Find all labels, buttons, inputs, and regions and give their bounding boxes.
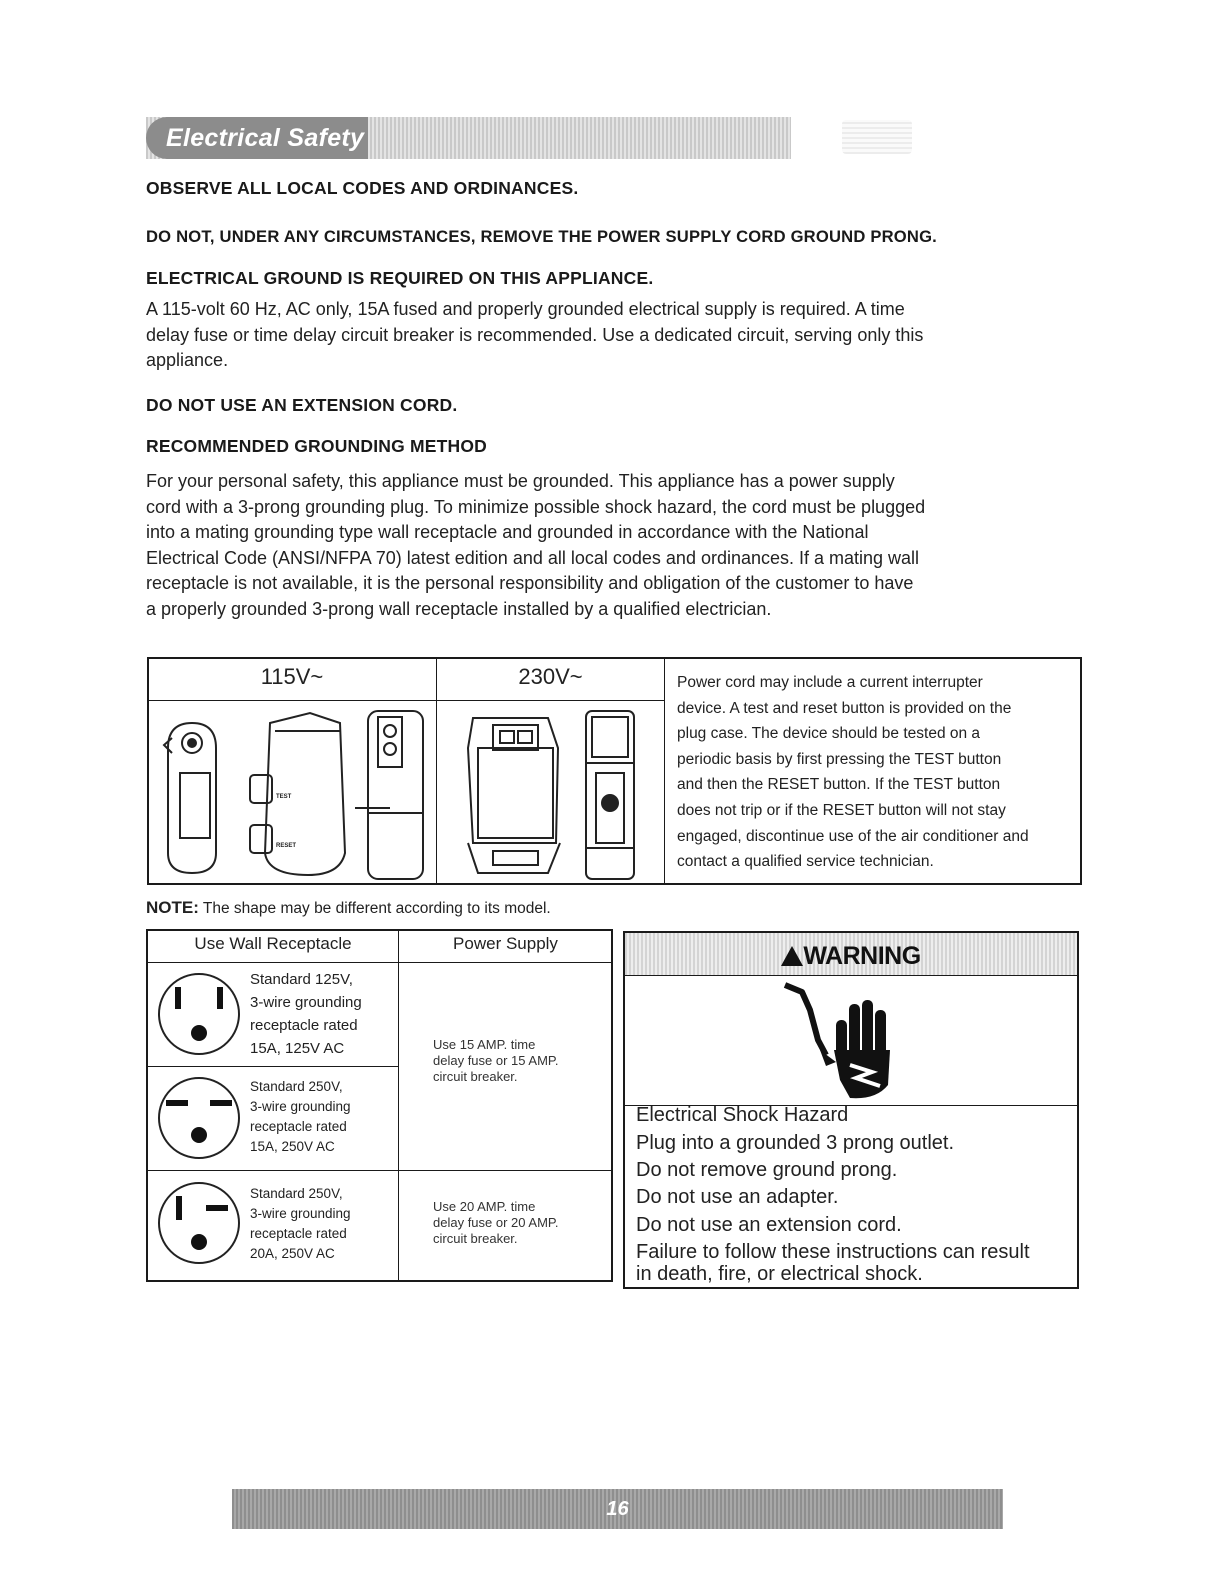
paragraph-grounding-method	[146, 469, 1081, 623]
electric-shock-hand-icon	[780, 980, 920, 1100]
receptacle-125v-15a-icon	[154, 969, 244, 1059]
description-line: device. A test and reset button is provided on the	[677, 699, 1012, 717]
receptacle-spec-3	[250, 1184, 395, 1264]
description-line: does not trip or if the RESET button will not stay	[677, 801, 1006, 819]
receptacle-250v-15a-icon	[154, 1073, 244, 1163]
spec-line: Standard 250V,	[250, 1079, 343, 1094]
table-divider	[147, 962, 612, 963]
warning-label: WARNING	[803, 942, 921, 970]
supply-line: circuit breaker.	[433, 1231, 518, 1246]
supply-15a-text	[433, 1037, 608, 1085]
spec-line: receptacle rated	[250, 1017, 358, 1034]
table-divider	[436, 658, 437, 884]
plug-230v-illustration	[438, 703, 663, 883]
supply-line: delay fuse or 20 AMP.	[433, 1215, 559, 1230]
spec-line: 15A, 125V AC	[250, 1040, 345, 1057]
paragraph-line: a properly grounded 3-prong wall receptacle installed by a qualified electrician.	[146, 598, 772, 619]
heading-grounding-method: RECOMMENDED GROUNDING METHOD	[146, 436, 488, 456]
warning-divider	[624, 975, 1078, 976]
spec-line: 3-wire grounding	[250, 1206, 351, 1221]
warning-line: Do not use an extension cord.	[636, 1214, 902, 1236]
paragraph-line: Electrical Code (ANSI/NFPA 70) latest edition and all local codes and ordinances. If a mating wall	[146, 547, 920, 568]
warning-title	[625, 933, 1077, 975]
supply-line: Use 20 AMP. time	[433, 1199, 536, 1214]
heading-ground-prong: DO NOT, UNDER ANY CIRCUMSTANCES, REMOVE THE POWER SUPPLY CORD GROUND PRONG.	[146, 227, 937, 246]
voltage-230-header: 230V~	[518, 664, 583, 689]
table-divider	[664, 658, 665, 884]
description-line: plug case. The device should be tested on a	[677, 725, 981, 743]
description-line: contact a qualified service technician.	[677, 853, 934, 871]
plug-115v-illustration	[150, 703, 435, 883]
supply-line: Use 15 AMP. time	[433, 1037, 536, 1052]
page-number: 16	[606, 1498, 629, 1520]
receptacle-spec-1	[250, 968, 395, 1060]
paragraph-line: delay fuse or time delay circuit breaker is recommended. Use a dedicated circuit, serving only this	[146, 324, 924, 345]
paragraph-line: A 115-volt 60 Hz, AC only, 15A fused and properly grounded electrical supply is required. A time	[146, 299, 905, 319]
receptacle-250v-20a-icon	[154, 1178, 244, 1268]
spec-line: receptacle rated	[250, 1226, 347, 1241]
table-divider	[148, 700, 665, 701]
spec-line: 3-wire grounding	[250, 1099, 351, 1114]
warning-line: in death, fire, or electrical shock.	[636, 1263, 923, 1285]
spec-line: 3-wire grounding	[250, 994, 362, 1011]
table-divider	[147, 1066, 399, 1067]
spec-line: 20A, 250V AC	[250, 1246, 335, 1261]
paragraph-line: For your personal safety, this appliance must be grounded. This appliance has a power supply	[146, 471, 895, 491]
warning-line: Failure to follow these instructions can result	[636, 1241, 1030, 1263]
reset-label-small: RESET	[276, 843, 297, 849]
description-line: Power cord may include a current interrupter	[677, 674, 983, 691]
receptacle-spec-2	[250, 1077, 395, 1157]
receptacle-header: Use Wall Receptacle	[194, 934, 352, 953]
description-line: and then the RESET button. If the TEST button	[677, 776, 1001, 794]
note-label: NOTE:	[146, 898, 199, 917]
model-note	[146, 898, 551, 918]
paragraph-line: appliance.	[146, 350, 229, 371]
warning-line: Do not remove ground prong.	[636, 1159, 898, 1181]
paragraph-line: receptacle is not available, it is the personal responsibility and obligation of the customer to have	[146, 573, 914, 594]
table-divider	[398, 930, 399, 1281]
spec-line: Standard 250V,	[250, 1186, 343, 1201]
warning-triangle-icon	[781, 946, 803, 966]
heading-ground-required: ELECTRICAL GROUND IS REQUIRED ON THIS APPLIANCE.	[146, 268, 654, 288]
table-divider	[147, 1170, 612, 1171]
description-line: periodic basis by first pressing the TEST button	[677, 750, 1002, 768]
power-supply-header: Power Supply	[453, 934, 558, 953]
warning-line: Plug into a grounded 3 prong outlet.	[636, 1132, 955, 1154]
test-label-small: TEST	[276, 794, 292, 800]
heading-codes: OBSERVE ALL LOCAL CODES AND ORDINANCES.	[146, 178, 579, 198]
banner-decoration	[842, 120, 912, 154]
note-text: The shape may be different according to its model.	[202, 900, 551, 917]
voltage-115-header: 115V~	[260, 664, 324, 689]
warning-line: Do not use an adapter.	[636, 1186, 839, 1208]
current-interrupter-description	[677, 670, 1077, 875]
spec-line: Standard 125V,	[250, 971, 353, 988]
supply-20a-text	[433, 1199, 608, 1247]
paragraph-line: into a mating grounding type wall receptacle and grounded in accordance with the National	[146, 522, 869, 543]
paragraph-line: cord with a 3-prong grounding plug. To minimize possible shock hazard, the cord must be plugged	[146, 496, 926, 517]
spec-line: receptacle rated	[250, 1119, 347, 1134]
paragraph-supply	[146, 297, 1081, 374]
description-line: engaged, discontinue use of the air conditioner and	[677, 827, 1029, 845]
supply-line: circuit breaker.	[433, 1069, 518, 1084]
warning-line: Electrical Shock Hazard	[636, 1104, 849, 1126]
heading-extension-cord: DO NOT USE AN EXTENSION CORD.	[146, 395, 458, 415]
section-title: Electrical Safety	[146, 117, 368, 159]
spec-line: 15A, 250V AC	[250, 1139, 335, 1154]
supply-line: delay fuse or 15 AMP.	[433, 1053, 559, 1068]
